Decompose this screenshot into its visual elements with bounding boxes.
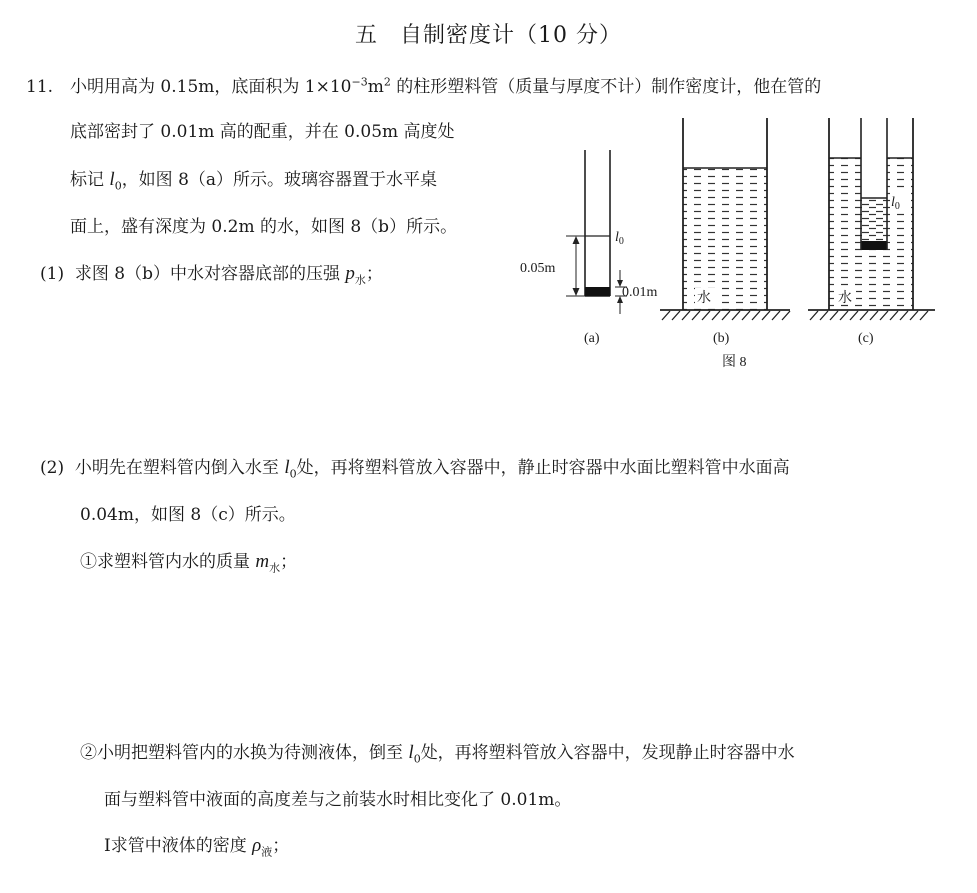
label-c: (c) [858, 331, 874, 346]
part2-sub2-line-1: ②小明把塑料管内的水换为待测液体，倒至 $l_0$处，再将塑料管放入容器中，发现静止时容器中水 [80, 742, 795, 766]
figure-caption: 图 8 [722, 355, 747, 370]
intro-line-2: 底部密封了 0.01m 高的配重，并在 0.05m 高度处 [70, 122, 455, 142]
water-label-b: 水 [697, 291, 711, 306]
label-a: (a) [584, 331, 600, 346]
part2-line-2: 0.04m，如图 8（c）所示。 [80, 505, 296, 525]
question-number: 11. [26, 77, 54, 97]
part2-line-1: (2) 小明先在塑料管内倒入水至 $l_0$处，再将塑料管放入容器中，静止时容器中水面比塑料管中水面高 [40, 457, 790, 481]
part1-question: (1) 求图 8（b）中水对容器底部的压强 $p_水$； [40, 263, 383, 287]
tube-water-c [861, 198, 887, 242]
counterweight-c [861, 241, 887, 250]
intro-line-4: 面上，盛有深度为 0.2m 的水，如图 8（b）所示。 [70, 217, 458, 237]
dim-001-label: 0.01m [622, 285, 658, 300]
figure-b-container [660, 118, 790, 346]
section-name: 自制密度计（10 分） [400, 23, 622, 48]
section-number: 五 [354, 23, 378, 48]
l0-label-c: $l_0$ [891, 195, 900, 212]
part2-label: (2) [40, 458, 65, 478]
section-title [0, 18, 977, 49]
figure-a-tube [520, 150, 658, 346]
counterweight [585, 287, 610, 296]
label-b: (b) [713, 331, 730, 346]
part2-sub1: ①求塑料管内水的质量 $m_水$； [80, 551, 298, 575]
part2-sub2-line-2: 面与塑料管中液面的高度差与之前装水时相比变化了 0.01m。 [104, 790, 572, 810]
part1-label: (1) [40, 264, 65, 284]
intro-line-3: 标记 $l_0$，如图 8（a）所示。玻璃容器置于水平桌 [70, 169, 438, 193]
dim-005-label: 0.05m [520, 261, 556, 276]
intro-line-1: 小明用高为 0.15m，底面积为 $1\times 10^{-3}m^2$ 的柱形塑料管（质量与厚度不计）制作密度计，他在管的 [70, 75, 822, 97]
part2-sub3: Ⅰ求管中液体的密度 $\rho_液$； [104, 835, 290, 859]
l0-label-a: $l_0$ [615, 230, 624, 247]
water-label-c: 水 [838, 291, 852, 306]
figure-c-container [808, 118, 935, 346]
figure-8 [510, 110, 950, 375]
